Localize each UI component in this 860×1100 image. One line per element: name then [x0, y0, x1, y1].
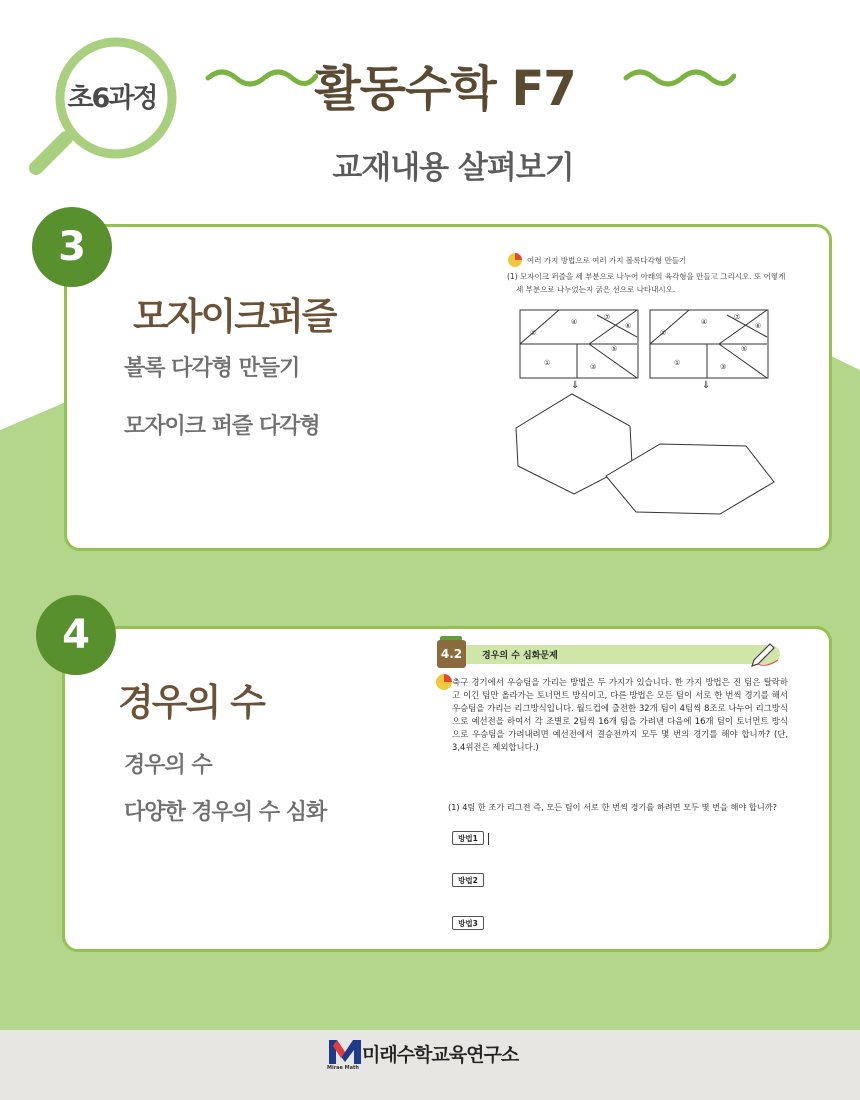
section-title-4: 경우의 수 [118, 681, 264, 724]
grade-label: 초6과정 [67, 83, 157, 114]
down-arrow-icon: ⇓ [702, 380, 711, 391]
excerpt-heading: 여러 가지 방법으로 여러 가지 볼록다각형 만들기 [527, 256, 687, 265]
piece-label: ② [530, 329, 537, 337]
piece-label: ① [674, 359, 681, 367]
piece-label: ③ [590, 363, 597, 371]
piece-label: ⑦ [604, 313, 611, 321]
section-number-tab: 4.2 [437, 640, 466, 668]
logo-subtext: Mirae Math [327, 1065, 359, 1071]
problem-badge-icon [435, 673, 453, 691]
piece-label: ⑤ [611, 345, 618, 353]
piece-label: ① [544, 359, 551, 367]
excerpt-instruction-1: (1) 모자이크 퍼즐을 세 부분으로 나누어 아래의 육각형을 만들고 그리시오. 또 어떻게 [507, 272, 786, 281]
problem-text: 축구 경기에서 우승팀을 가리는 방법은 두 가지가 있습니다. 한 가지 방법은 진 팀은 탈락하고 이긴 팀만 올라가는 토너먼트 방식이고, 다른 방법은 모든 팀이 서로 한 번씩 경기를 해서 우승팀을 가리는 리그방식입니다. 월드컵에 출전한 32개 팀이 4팀씩 8조로 나누어 리그방식으로 예선전을 하여서 각 조별로 2팀씩 16개 팀을 가려낸 다음에 16개 팀이 토너먼트 방식으로 우승팀을 가려내려면 예선전에서 결승전까지 모두 몇 번의 경기를 해야 합니까? (단, 3,4위전은 제외합니다.) [452, 677, 788, 752]
page-subtitle: 교재내용 살펴보기 [332, 150, 574, 186]
excerpt-section-title: 경우의 수 심화문제 [482, 651, 558, 661]
piece-label: ⑥ [755, 322, 762, 330]
piece-label: ⑥ [625, 322, 632, 330]
page-title-text: 활동수학 F7 [314, 61, 576, 117]
piece-label: ③ [720, 363, 727, 371]
mosaic-puzzle-left [519, 309, 639, 379]
section-number-3: 3 [32, 207, 112, 287]
down-arrow-icon: ⇓ [571, 380, 580, 391]
piece-label: ④ [701, 318, 708, 326]
method-box-3: 방법3 [452, 916, 484, 930]
mirae-math-logo-icon [329, 1040, 361, 1064]
section-3-item-1: 볼록 다각형 만들기 [124, 356, 300, 381]
piece-label: ⑤ [741, 345, 748, 353]
method-box-1: 방법1 [452, 831, 484, 845]
section-4-item-1: 경우의 수 [124, 753, 212, 778]
organization-name: 미래수학교육연구소 [362, 1044, 519, 1066]
piece-label: ④ [571, 318, 578, 326]
page-title [0, 50, 860, 119]
piece-label: ② [660, 329, 667, 337]
hexagon-right [604, 442, 776, 516]
mosaic-puzzle-right [649, 309, 769, 379]
excerpt-instruction-2: 세 부분으로 나누었는지 굵은 선으로 나타내시오. [516, 285, 676, 294]
section-title-3: 모자이크퍼즐 [133, 295, 336, 338]
pencil-icon [748, 638, 782, 668]
text-cursor [488, 833, 489, 845]
problem-badge-icon [507, 252, 523, 268]
section-4-item-2: 다양한 경우의 수 심화 [124, 800, 327, 825]
question-text: (1) 4팀 한 조가 리그전 즉, 모든 팀이 서로 한 번씩 경기를 하려면 모두 몇 번을 해야 합니까? [448, 802, 778, 812]
piece-label: ⑦ [734, 313, 741, 321]
section-3-item-2: 모자이크 퍼즐 다각형 [124, 414, 320, 439]
section-number-4: 4 [36, 595, 116, 675]
method-box-2: 방법2 [452, 873, 484, 887]
